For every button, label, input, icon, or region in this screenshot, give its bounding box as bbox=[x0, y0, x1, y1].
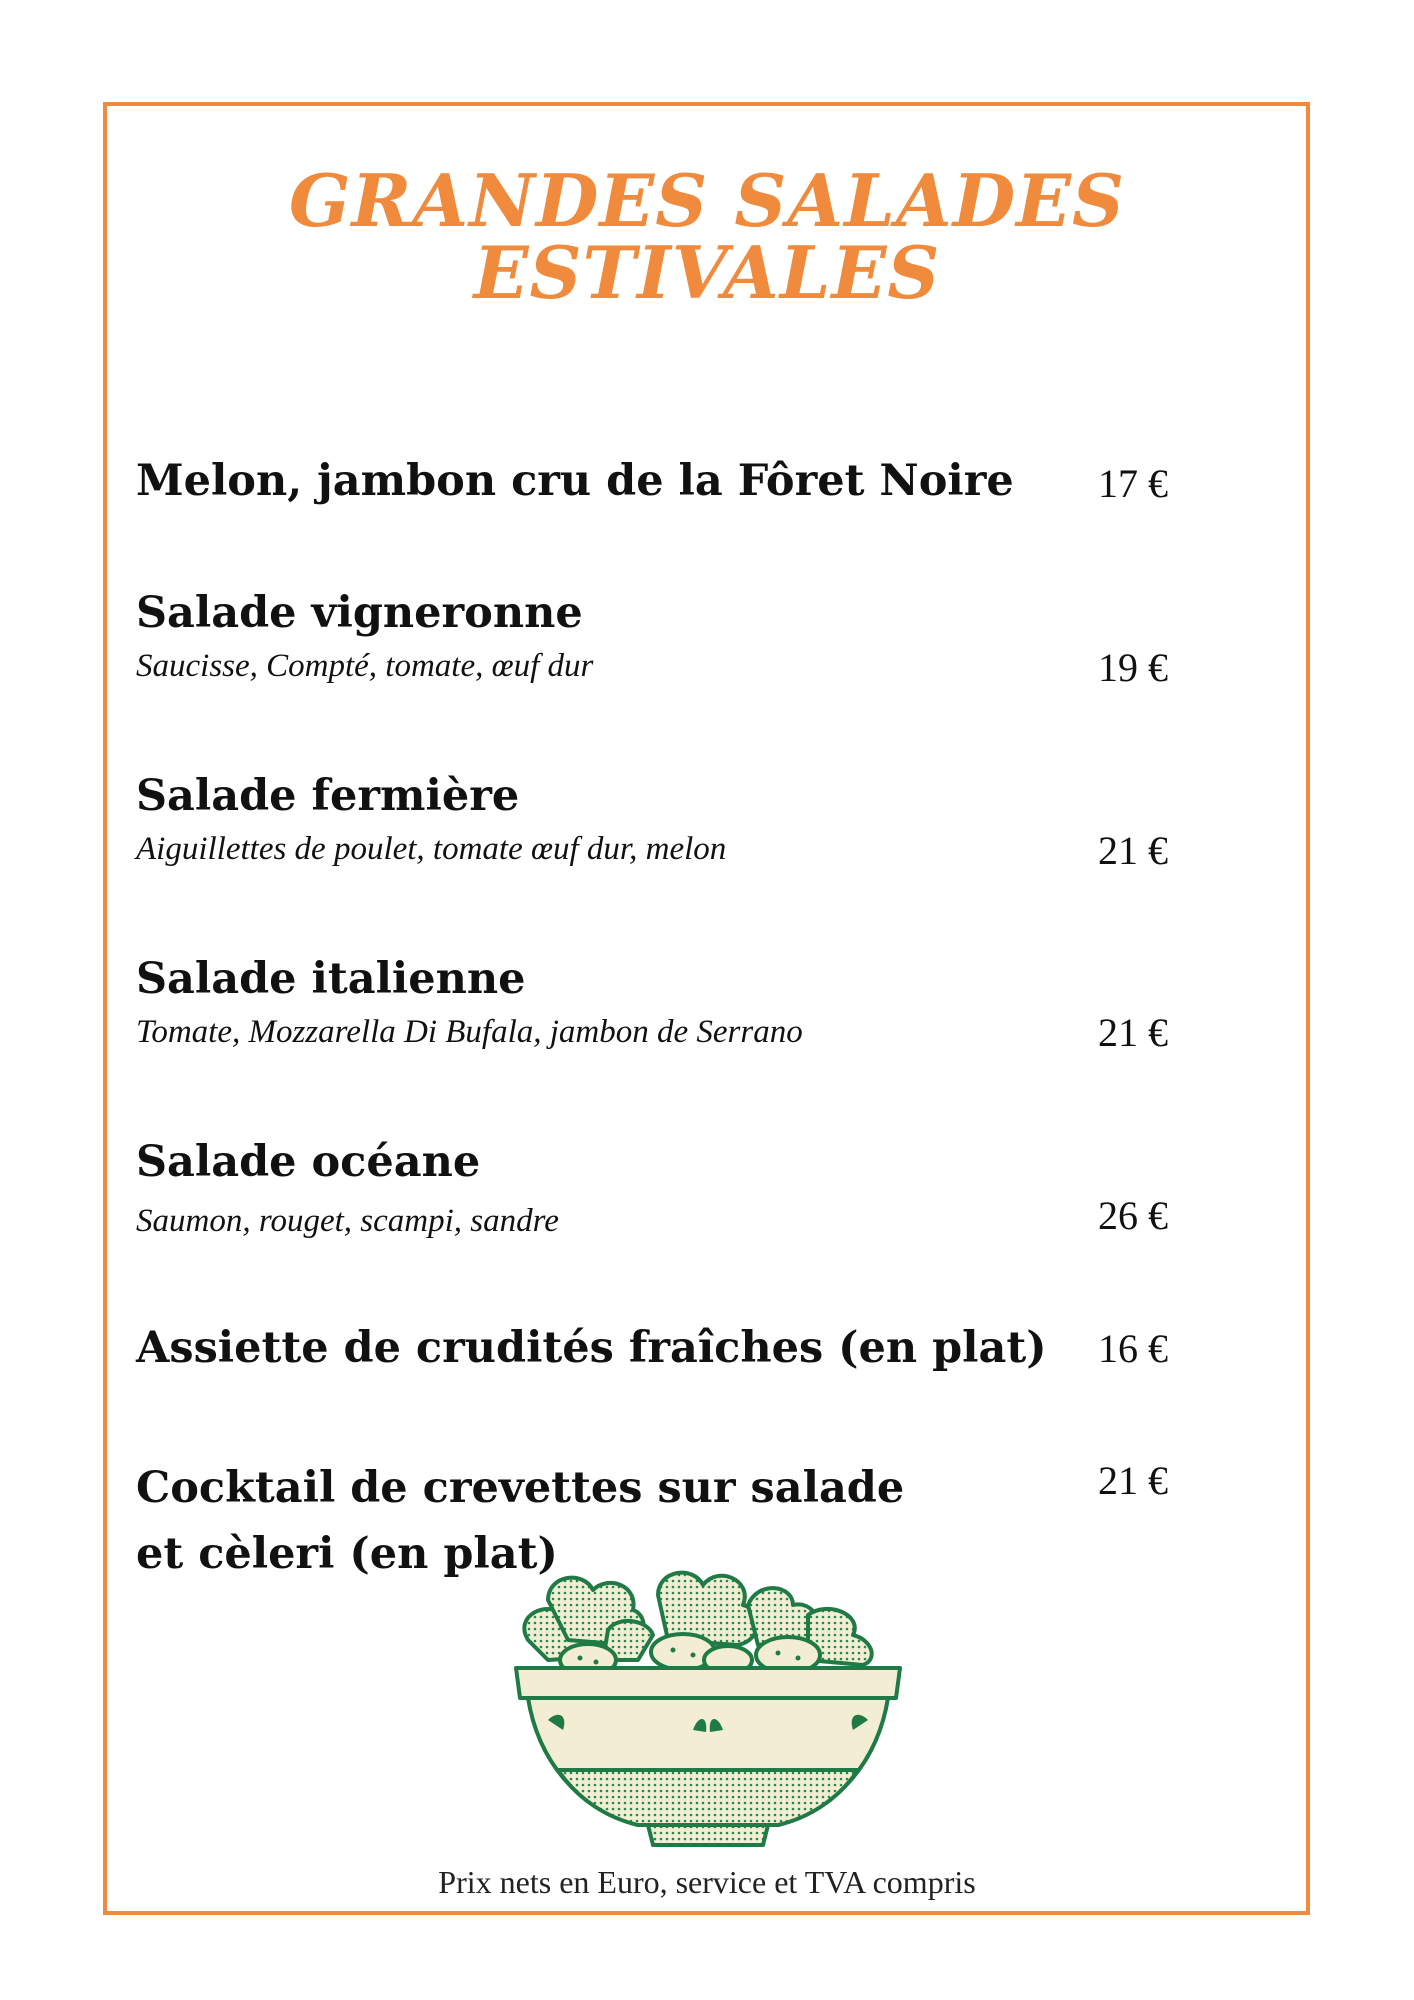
salad-bowl-icon bbox=[508, 1560, 908, 1850]
menu-title bbox=[0, 158, 1414, 315]
menu-item-price: 21 € bbox=[1098, 828, 1168, 873]
menu-item-price: 21 € bbox=[1098, 1458, 1168, 1503]
menu-item-name: Salade vigneronne bbox=[136, 588, 583, 638]
menu-item-name: Assiette de crudités fraîches (en plat) bbox=[136, 1323, 1047, 1373]
menu-item-oceane bbox=[136, 1129, 1136, 1241]
menu-item-description: Aiguillettes de poulet, tomate œuf dur, melon bbox=[136, 831, 727, 867]
menu-item-fermiere bbox=[136, 763, 1136, 869]
menu-item-description: Saumon, rouget, scampi, sandre bbox=[136, 1203, 559, 1239]
menu-item-italienne bbox=[136, 946, 1136, 1052]
menu-item-name: Salade fermière bbox=[136, 771, 520, 821]
menu-title-line1: GRANDES SALADES bbox=[288, 158, 1126, 243]
menu-item-melon bbox=[136, 448, 1136, 514]
menu-item-description: Tomate, Mozzarella Di Bufala, jambon de Serrano bbox=[136, 1014, 803, 1050]
menu-item-name: Cocktail de crevettes sur salade et cèleri (en plat) bbox=[136, 1463, 905, 1579]
menu-item-price: 16 € bbox=[1098, 1326, 1168, 1371]
menu-item-name: Salade océane bbox=[136, 1137, 481, 1187]
menu-item-price: 17 € bbox=[1098, 461, 1168, 506]
menu-item-price: 21 € bbox=[1098, 1010, 1168, 1055]
menu-item-name: Melon, jambon cru de la Fôret Noire bbox=[136, 456, 1014, 506]
menu-item-name: Salade italienne bbox=[136, 954, 526, 1004]
menu-item-crudites bbox=[136, 1315, 1136, 1381]
menu-item-description: Saucisse, Compté, tomate, œuf dur bbox=[136, 648, 594, 684]
menu-item-price: 19 € bbox=[1098, 645, 1168, 690]
menu-title-line2: ESTIVALES bbox=[473, 230, 941, 315]
price-note: Prix nets en Euro, service et TVA compris bbox=[438, 1864, 976, 1900]
menu-item-price: 26 € bbox=[1098, 1193, 1168, 1238]
menu-item-vigneronne bbox=[136, 580, 1136, 686]
